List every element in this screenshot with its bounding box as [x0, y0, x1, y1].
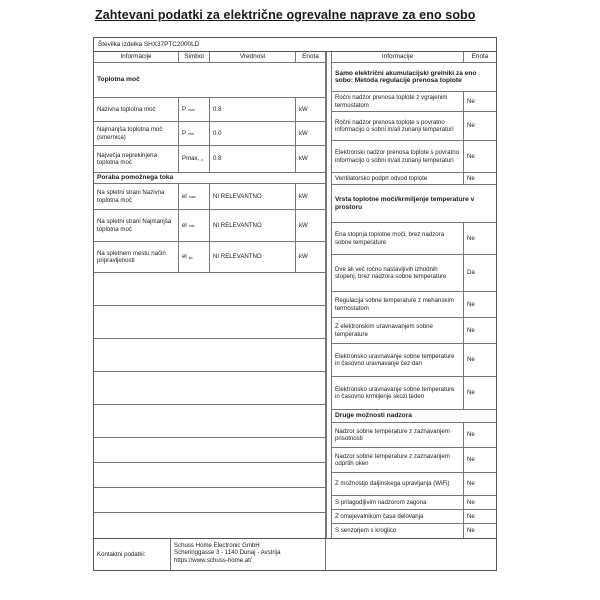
row-label: Dve ali več ročno nastavljivih izhodnih stopenj, brez nadzora sobne temperature	[332, 255, 464, 292]
contact-url[interactable]: https://www.schuss-home.at/	[174, 556, 252, 564]
row-label: Na spletni strani Nazivna toplotna moč	[94, 184, 179, 210]
unit-cell: kW	[296, 98, 326, 122]
symbol: el	[182, 253, 187, 261]
contact-row	[94, 538, 496, 570]
empty-row	[94, 372, 326, 405]
empty-row	[94, 513, 326, 538]
symbol-cell	[179, 210, 210, 242]
unit-cell: Ne	[464, 496, 496, 510]
row-label: Z omejevalnikom časa delovanja	[332, 510, 464, 524]
row-label: Elektronsko uravnavanje sobne temperature in časovno krmiljenje skozi teden	[332, 377, 464, 410]
unit-cell: kW	[296, 146, 326, 173]
row-label: Regulacija sobne temperature z mehanskim termostatom	[332, 292, 464, 318]
symbol-cell	[179, 184, 210, 210]
empty-row	[94, 339, 326, 372]
header-info: Informacije	[94, 52, 179, 63]
symbol: el	[182, 221, 187, 229]
empty-row	[94, 463, 326, 488]
unit-cell: Ne	[464, 141, 496, 173]
unit-cell: Ne	[464, 448, 496, 473]
row-label: S prilagodljivim nadzorom zagona	[332, 496, 464, 510]
row-label: Elektronsko uravnavanje sobne temperature in časovno uravnavanje čez dan	[332, 344, 464, 377]
header-unit: Enota	[296, 52, 326, 63]
empty-row	[94, 405, 326, 438]
unit-cell: Ne	[464, 318, 496, 344]
value-cell: 0.8	[210, 146, 296, 173]
empty-row	[94, 488, 326, 513]
row-label: S senzorjem s kroglico	[332, 524, 464, 538]
unit-cell: Ne	[464, 112, 496, 141]
unit-cell: Ne	[464, 473, 496, 496]
row-label: Največja neprekinjena toplotna moč	[94, 146, 179, 173]
row-label: Elektronski nadzor prenosa toplote s povratno informacijo o sobni in/ali zunanji temperaturi	[332, 141, 464, 173]
row-label: Na spletnem mestu način pripravljenosti	[94, 242, 179, 273]
contact-details	[171, 539, 326, 570]
contact-address: Scheringgasse 3 - 1140 Dunaj - Avstrija	[174, 549, 281, 557]
empty-row	[94, 438, 326, 463]
unit-cell: kW	[296, 184, 326, 210]
header-info-right: Informacije	[332, 52, 464, 63]
symbol-subscript: nom	[188, 108, 196, 113]
symbol-cell	[179, 242, 210, 273]
unit-cell: Ne	[464, 423, 496, 448]
symbol: P	[182, 105, 187, 113]
symbol-subscript: sb	[188, 255, 193, 260]
section-other-options: Druge možnosti nadzora	[332, 410, 496, 423]
model-number: Številka izdelka SHX37PTC2000LD	[94, 38, 496, 52]
unit-cell: Ne	[464, 92, 496, 112]
header-value: Vrednost	[210, 52, 296, 63]
contact-company: Schuss Home Electronic GmbH	[174, 542, 260, 549]
empty-row	[94, 273, 326, 306]
unit-cell: Ne	[464, 344, 496, 377]
symbol: el	[182, 192, 187, 200]
symbol-subscript: min	[188, 224, 195, 229]
document-title: Zahtevani podatki za električne ogrevalne naprave za eno sobo	[95, 8, 476, 22]
value-cell: 0.8	[210, 98, 296, 122]
value-cell: NI RELEVANTNO	[210, 242, 296, 273]
symbol-cell	[179, 122, 210, 146]
value-cell: 0.0	[210, 122, 296, 146]
unit-cell: kW	[296, 210, 326, 242]
unit-cell: Ne	[467, 527, 475, 535]
contact-label: Kontaktni podatki:	[94, 539, 171, 570]
header-unit-right: Enota	[464, 52, 496, 63]
unit-cell: Da	[464, 255, 496, 292]
unit-cell: Ne	[464, 377, 496, 410]
section-storage-heaters: Samo električni akumulacijski grelniki za eno sobo: Metoda regulacije prenosa toplote	[332, 63, 496, 92]
row-label: Ročni nadzor prenosa toplote z vgrajenim termostatom	[332, 92, 464, 112]
symbol-cell	[179, 146, 210, 173]
unit-cell: Ne	[464, 173, 496, 185]
row-label: Ena stopnja toplotne moči, brez nadzora sobne temperature	[332, 223, 464, 255]
symbol: Pmax,	[182, 155, 200, 163]
section-heat-output: Toplotna moč	[94, 63, 326, 98]
row-label: Ventilatorsko podprt odvod toplote	[332, 173, 464, 185]
row-label: Z elektronskim uravnavanjem sobne temperature	[332, 318, 464, 344]
symbol: P	[182, 129, 187, 137]
value-cell: NI RELEVANTNO	[210, 184, 296, 210]
row-label: Nazivna toplotna moč	[94, 98, 179, 122]
unit-cell: Ne	[464, 223, 496, 255]
row-label: Nadzor sobne temperature z zaznavanjem odprtih oken	[332, 448, 464, 473]
unit-cell: Ne	[464, 510, 496, 524]
unit-cell: kW	[296, 122, 326, 146]
row-label: Z možnostjo daljinskega upravljanja (WiFi)	[332, 473, 464, 496]
row-label: Na spletni strani Najmanjša toplotna moč	[94, 210, 179, 242]
symbol-cell	[179, 98, 210, 122]
spec-table	[93, 37, 497, 571]
unit-cell: Ne	[464, 292, 496, 318]
value-cell: NI RELEVANTNO	[210, 210, 296, 242]
header-symbol: Simbol	[179, 52, 210, 63]
section-aux-power: Poraba pomožnega toka	[94, 173, 326, 184]
empty-row	[94, 306, 326, 339]
symbol-subscript: c	[201, 157, 204, 162]
unit-cell: kW	[296, 242, 326, 273]
row-label: Nadzor sobne temperature z zaznavanjem prisotnosti	[332, 423, 464, 448]
row-label: Najmanjša toplotna moč (smernica)	[94, 122, 179, 146]
symbol-subscript: max	[188, 195, 196, 200]
row-label: Ročni nadzor prenosa toplote s povratno informacijo o sobni in/ali zunanji temperaturi	[332, 112, 464, 141]
section-control-type: Vrsta toplotne moči/krmiljenje temperature v prostoru	[332, 185, 496, 223]
symbol-subscript: min	[188, 132, 194, 137]
